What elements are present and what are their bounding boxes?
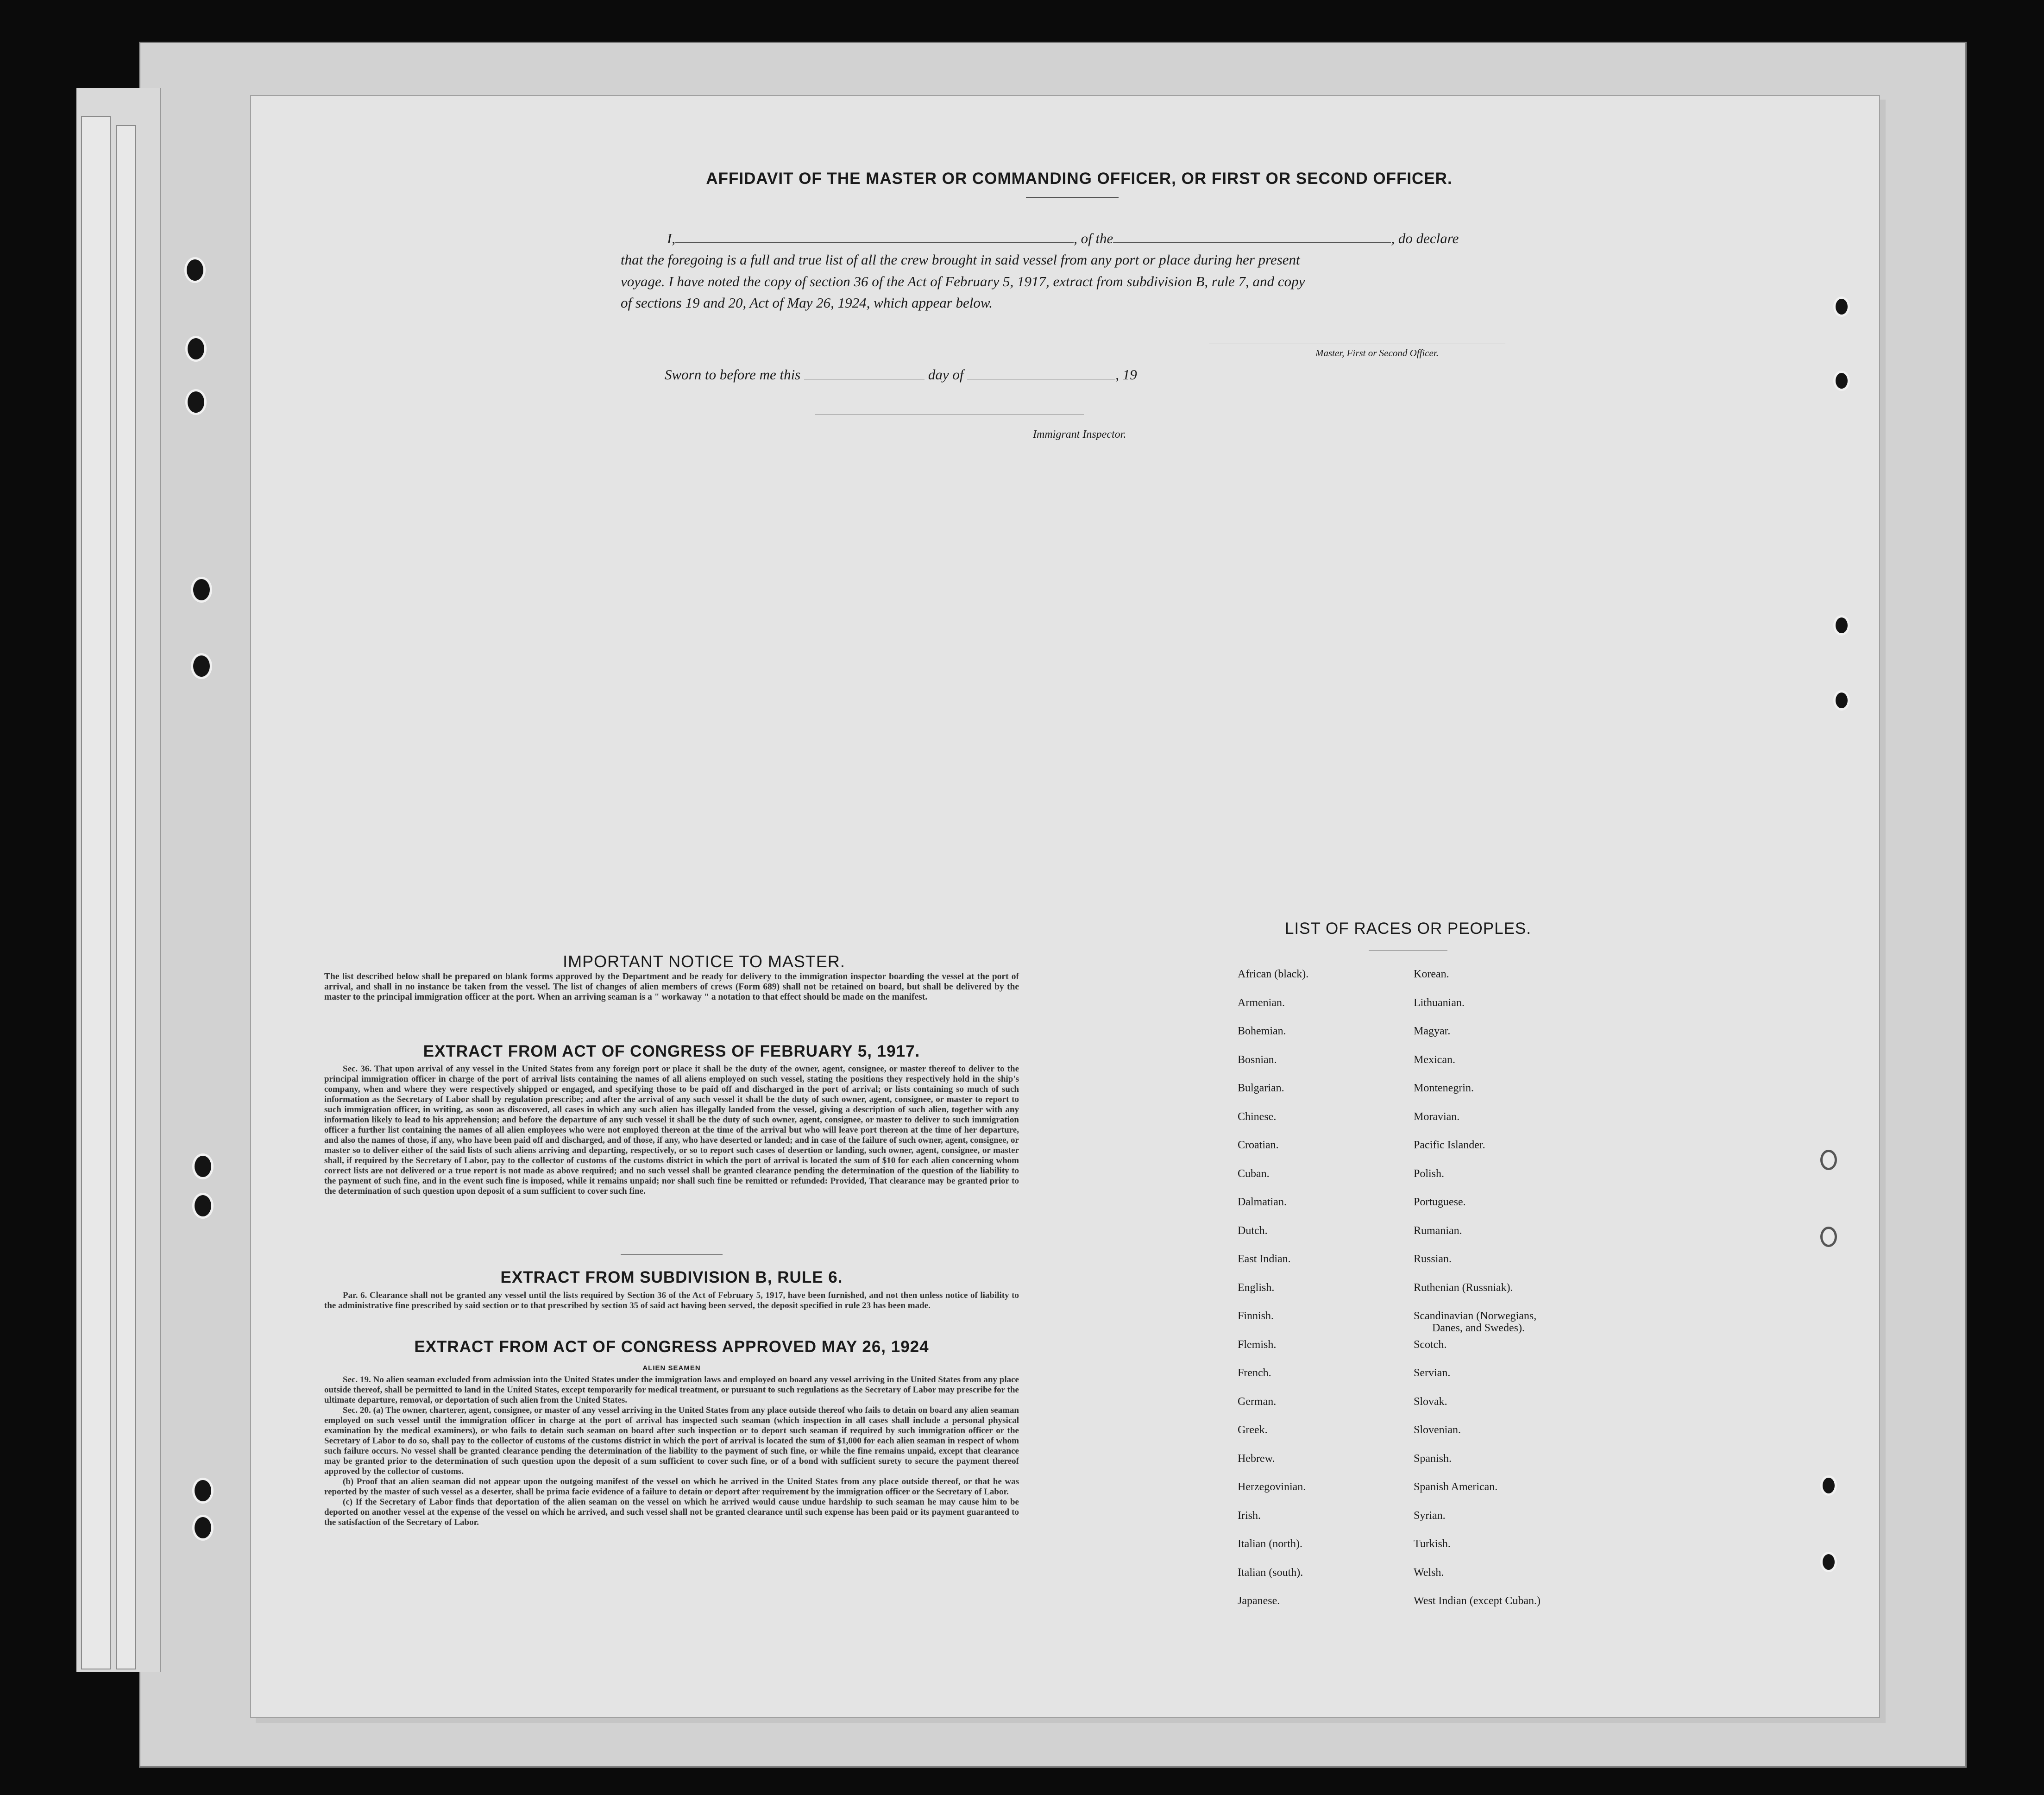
race-item: Mexican. xyxy=(1414,1053,1455,1066)
race-item: Ruthenian (Russniak). xyxy=(1414,1281,1513,1294)
race-item: Polish. xyxy=(1414,1167,1445,1180)
binding-strip xyxy=(81,116,111,1669)
race-item: Cuban. xyxy=(1238,1167,1270,1180)
race-item: Italian (south). xyxy=(1238,1566,1303,1579)
race-item: Croatian. xyxy=(1238,1139,1279,1151)
punch-hole xyxy=(1833,615,1850,636)
race-item: Flemish. xyxy=(1238,1338,1277,1351)
race-item: Armenian. xyxy=(1238,996,1285,1009)
extract-1917-title: EXTRACT FROM ACT OF CONGRESS OF FEBRUARY 5, 1917. xyxy=(423,1042,920,1060)
race-item: Finnish. xyxy=(1238,1310,1274,1322)
race-item: Pacific Islander. xyxy=(1414,1139,1485,1151)
punch-hole xyxy=(192,1515,214,1541)
race-item: Montenegrin. xyxy=(1414,1082,1474,1094)
sworn-day-blank[interactable] xyxy=(804,365,925,379)
race-item: West Indian (except Cuban.) xyxy=(1414,1595,1541,1607)
race-item: French. xyxy=(1238,1367,1271,1379)
punch-hole xyxy=(192,1153,214,1179)
sworn-prefix: Sworn to before me this xyxy=(665,366,801,383)
race-item: Dutch. xyxy=(1238,1224,1268,1237)
race-item: Chinese. xyxy=(1238,1110,1277,1123)
races-title: LIST OF RACES OR PEOPLES. xyxy=(1284,920,1531,938)
race-item: English. xyxy=(1238,1281,1275,1294)
punch-hole xyxy=(192,1478,214,1504)
race-item: Bosnian. xyxy=(1238,1053,1277,1066)
punch-hole xyxy=(1820,1552,1837,1572)
extract-1924-subtitle: ALIEN SEAMEN xyxy=(642,1364,701,1372)
notice-text: The list described below shall be prepared on blank forms approved by the Department and be ready for delivery to the immigration inspector boarding the vessel at the port of arrival, and shall in no instance be taken from the vessel. The list of changes of alien members of crews (Form 689) shall not be retained on board, but shall be delivered by the master to the principal immigration officer at the port. When an arriving seaman is a " workaway " a notation to that effect should be made on the manifest. xyxy=(324,972,1019,1002)
master-signature-label: Master, First or Second Officer. xyxy=(1315,347,1439,359)
punch-hole xyxy=(1820,1227,1837,1247)
race-item: East Indian. xyxy=(1238,1253,1291,1265)
race-item: Hebrew. xyxy=(1238,1452,1275,1465)
punch-hole xyxy=(1820,1150,1837,1170)
punch-hole xyxy=(185,336,207,362)
race-item: Rumanian. xyxy=(1414,1224,1462,1237)
race-item: Greek. xyxy=(1238,1424,1268,1436)
extract-rule6-title: EXTRACT FROM SUBDIVISION B, RULE 6. xyxy=(500,1268,843,1286)
punch-hole xyxy=(184,257,206,283)
race-item: Bohemian. xyxy=(1238,1025,1286,1037)
race-item: Irish. xyxy=(1238,1509,1261,1522)
race-item: Japanese. xyxy=(1238,1595,1280,1607)
divider xyxy=(1026,197,1119,198)
affidavit-text-line: voyage. I have noted the copy of section 36 of the Act of February 5, 1917, extract from subdivision B, rule 7, and copy xyxy=(621,273,1305,290)
race-item: Bulgarian. xyxy=(1238,1082,1284,1094)
sworn-line xyxy=(665,365,1137,383)
section-20b-paragraph: (b) Proof that an alien seaman did not appear upon the outgoing manifest of the vessel on which he arrived in the United States from any place outside thereof, or that he was reported by the master of such vessel as a deserter, shall be prima facie evidence of a failure to detain or deport after requirement by the immigration officer or the Secretary of Labor. xyxy=(324,1477,1019,1497)
affidavit-declaration-line xyxy=(667,228,1459,247)
inspector-signature-label: Immigrant Inspector. xyxy=(1033,428,1126,441)
extract-1924-title: EXTRACT FROM ACT OF CONGRESS APPROVED MAY 26, 1924 xyxy=(414,1338,929,1356)
race-item: Portuguese. xyxy=(1414,1196,1466,1208)
affidavit-title: AFFIDAVIT OF THE MASTER OR COMMANDING OFFICER, OR FIRST OR SECOND OFFICER. xyxy=(706,170,1453,188)
name-blank[interactable] xyxy=(675,228,1074,243)
punch-hole xyxy=(191,653,212,679)
affidavit-text-line: that the foregoing is a full and true list of all the crew brought in said vessel from any port or place during her present xyxy=(621,252,1300,268)
race-item xyxy=(1414,1310,1541,1339)
sworn-year-label: , 19 xyxy=(1115,366,1137,383)
race-item: Welsh. xyxy=(1414,1566,1444,1579)
section-20a-paragraph: Sec. 20. (a) The owner, charterer, agent, consignee, or master of any vessel arriving in the United States from any place outside thereof who fails to detain on board any alien seaman employed on such vessel until the immigration officer in charge at the port of arrival has inspected such seaman (which inspection in all cases shall include a personal physical examination by the medical examiners), or who fails to detain such seaman on board after such inspection or to deport such seaman if required by such immigration officer or the Secretary of Labor to do so, shall pay to the collector of customs of the customs district in which the port of arrival is located the sum of $1,000 for each alien seaman in respect of whom such failure occurs. No vessel shall be granted clearance pending the determination of the liability to the payment of such fine, or while the fine remains unpaid, except that clearance may be granted prior to the determination of such question upon the deposit of a sum sufficient to cover such fine, or of a bond with sufficient surety to secure the payment thereof approved by the collector of customs. xyxy=(324,1405,1019,1476)
punch-hole xyxy=(1833,690,1850,711)
race-item: Slovenian. xyxy=(1414,1424,1461,1436)
section-19-paragraph: Sec. 19. No alien seaman excluded from admission into the United States under the immigration laws and employed on board any vessel arriving in the United States from any place outside thereof, shall be permitted to land in the United States, except temporarily for medical treatment, or pursuant to such regulations as the Secretary of Labor may prescribe for the ultimate departure, removal, or deportation of such alien from the United States. xyxy=(324,1375,1019,1405)
divider xyxy=(621,1254,723,1255)
race-item: Dalmatian. xyxy=(1238,1196,1287,1208)
sworn-month-blank[interactable] xyxy=(967,365,1115,379)
race-item: Spanish. xyxy=(1414,1452,1452,1465)
punch-hole xyxy=(1820,1475,1837,1496)
punch-hole xyxy=(1833,371,1850,391)
races-right-column xyxy=(1414,968,1541,1624)
race-item: Spanish American. xyxy=(1414,1481,1498,1493)
race-item: Herzegovinian. xyxy=(1238,1481,1306,1493)
punch-hole xyxy=(192,1193,214,1219)
race-item: Syrian. xyxy=(1414,1509,1446,1522)
section-20c-paragraph: (c) If the Secretary of Labor finds that deportation of the alien seaman on the vessel on which he arrived would cause undue hardship to such seaman he may cause him to be deported on another vessel at the expense of the vessel on which he arrived, and such vessel shall not be granted clearance until such expense has been paid or its payment guaranteed to the satisfaction of the Secretary of Labor. xyxy=(324,1497,1019,1527)
affidavit-of-the-label: , of the xyxy=(1074,230,1113,246)
punch-hole xyxy=(185,389,207,415)
races-left-column xyxy=(1238,968,1308,1624)
extract-1917-text: Sec. 36. That upon arrival of any vessel in the United States from any foreign port or place it shall be the duty of the owner, agent, consignee, or master thereof to deliver to the principal immigration officer in charge of the port of arrival lists containing the names of all aliens employed on such vessel, stating the positions they respectively hold in the ship's company, when and where they were respectively shipped or engaged, and specifying those to be paid off and discharged in the port of arrival; or lists containing so much of such information as the Secretary of Labor shall by regulation prescribe; and after the arrival of any such vessel it shall be the duty of such owner, agent, consignee, or master to report to such immigration officer, in writing, as soon as discovered, all cases in which any such alien has illegally landed from the vessel, giving a description of such alien, together with any information likely to lead to his apprehension; and before the departure of any such vessel it shall be the duty of such owner, agent, consignee, or master to deliver to such immigration officer a further list containing the names of all alien employees who were not employed thereon at the time of the arrival but who will leave port thereon at the time of her departure, and also the names of those, if any, who have been paid off and discharged, and of those, if any, who have deserted or landed; and in case of the failure of such owner, agent, consignee, or master so to deliver either of the said lists of such aliens arriving and departing, respectively, or so to report such cases of desertion or landing, such owner, agent, consignee, or master shall, if required by the Secretary of Labor, pay to the collector of customs of the customs district in which the port of arrival is located the sum of $10 for each alien concerning whom correct lists are not delivered or a true report is not made as above required; and no such vessel shall be granted clearance pending the determination of the question of the liability to the payment of such fine, and in the event such fine is imposed, while it remains unpaid; nor shall such fine be remitted or refunded: Provided, That clearance may be granted prior to the determination of such question upon deposit of a sum sufficient to cover such fine. xyxy=(324,1064,1019,1196)
race-item: Lithuanian. xyxy=(1414,996,1465,1009)
binding-strip xyxy=(116,125,136,1669)
race-item: Turkish. xyxy=(1414,1538,1451,1550)
affidavit-do-declare-label: , do declare xyxy=(1391,230,1459,246)
affidavit-i-label: I, xyxy=(667,230,676,246)
extract-rule6-text: Par. 6. Clearance shall not be granted any vessel until the lists required by Section 36 of the Act of February 5, 1917, have been furnished, and not then unless notice of liability to the administrative fine prescribed by said section or to that prescribed by section 35 of said act having been served, the deposit specified in rule 23 has been made. xyxy=(324,1291,1019,1310)
extract-1924-text xyxy=(324,1375,1019,1528)
race-item: Italian (north). xyxy=(1238,1538,1302,1550)
race-item: Russian. xyxy=(1414,1253,1452,1265)
race-item: Slovak. xyxy=(1414,1395,1447,1408)
race-item: Magyar. xyxy=(1414,1025,1451,1037)
race-item-line: Scandinavian (Norwegians, xyxy=(1414,1310,1537,1322)
punch-hole xyxy=(191,577,212,603)
race-item: Moravian. xyxy=(1414,1110,1460,1123)
punch-hole xyxy=(1833,296,1850,317)
race-item-continuation: Danes, and Swedes). xyxy=(1432,1322,1525,1334)
vessel-name-blank[interactable] xyxy=(1113,228,1391,243)
race-item: Scotch. xyxy=(1414,1338,1447,1351)
race-item: African (black). xyxy=(1238,968,1309,980)
sworn-day-of: day of xyxy=(928,366,964,383)
race-item: Korean. xyxy=(1414,968,1449,980)
race-item: Servian. xyxy=(1414,1367,1451,1379)
affidavit-text-line: of sections 19 and 20, Act of May 26, 1924, which appear below. xyxy=(621,295,993,311)
race-item: German. xyxy=(1238,1395,1277,1408)
notice-title: IMPORTANT NOTICE TO MASTER. xyxy=(563,952,845,971)
